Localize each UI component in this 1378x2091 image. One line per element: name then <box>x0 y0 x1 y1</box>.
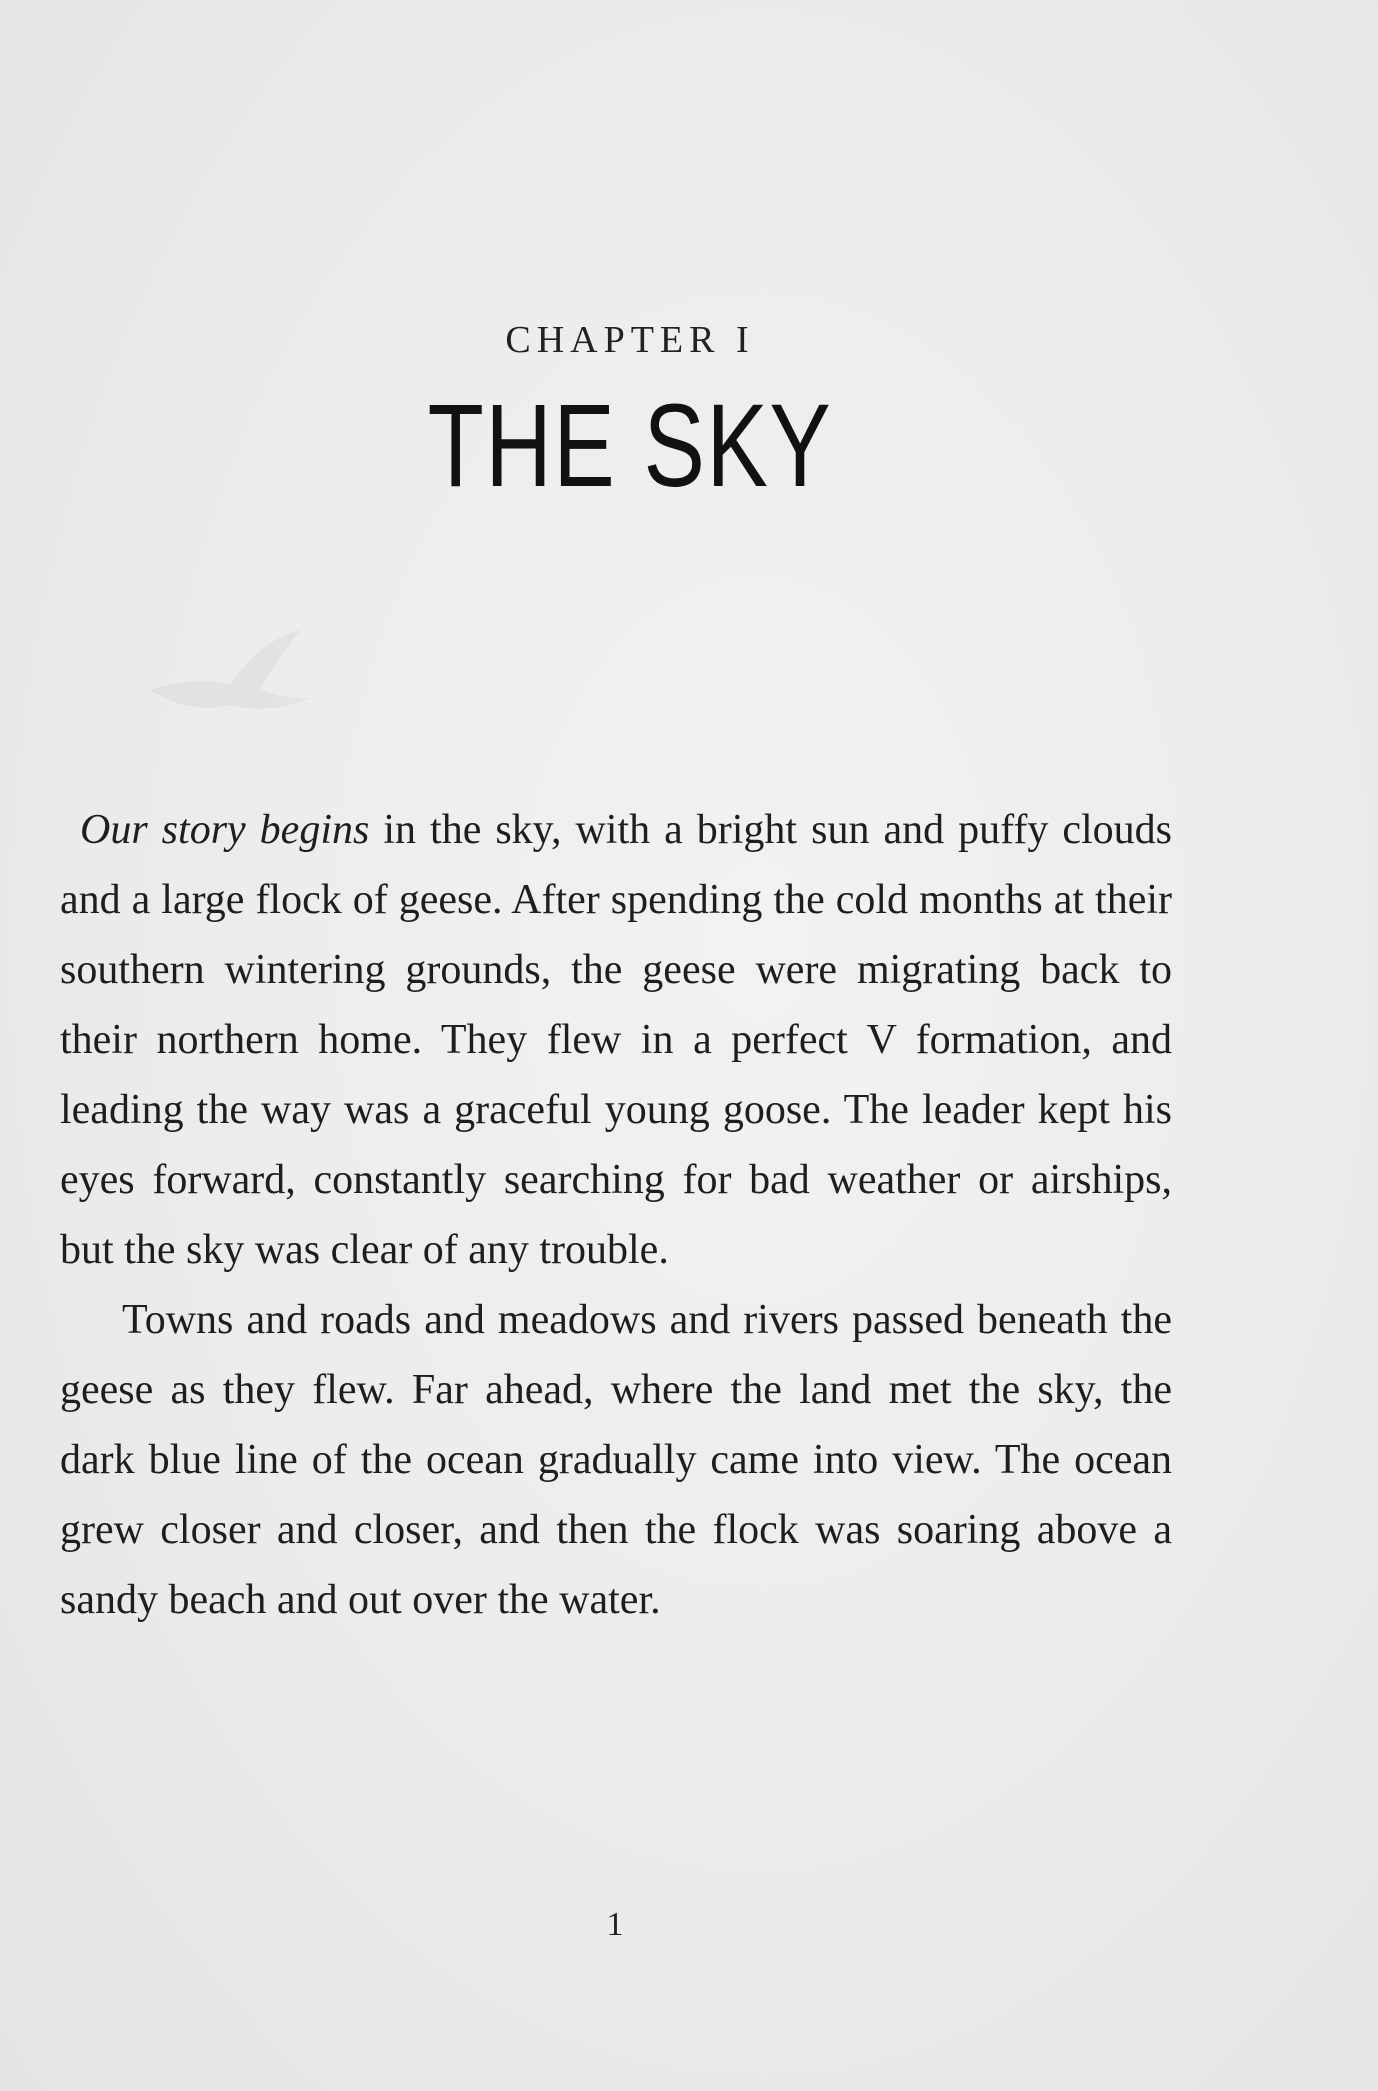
paragraph-2: Towns and roads and meadows and rivers passed beneath the geese as they flew. Far ahead, where the land met the sky, the dark blue line of the ocean gradually came into view. The ocean grew closer and closer, and then the flock was soaring above a sandy beach and out over the water. <box>60 1297 1172 1623</box>
paragraph-1 <box>60 795 1172 1285</box>
paragraph-1-text: in the sky, with a bright sun and puffy clouds and a large flock of geese. After spending the cold months at their southern wintering grounds, the geese were migrating back to their northern home. They flew in a perfect V formation, and leading the way was a graceful young goose. The leader kept his eyes forward, constantly searching for bad weather or airships, but the sky was clear of any trouble. <box>60 807 1172 1273</box>
chapter-body <box>60 795 1172 1635</box>
chapter-title: THE SKY <box>427 380 833 512</box>
bird-show-through-icon <box>140 620 320 740</box>
chapter-label: CHAPTER I <box>505 319 755 361</box>
page-number: 1 <box>606 1906 624 1943</box>
paragraph-lead-in: Our story begins <box>80 807 370 853</box>
